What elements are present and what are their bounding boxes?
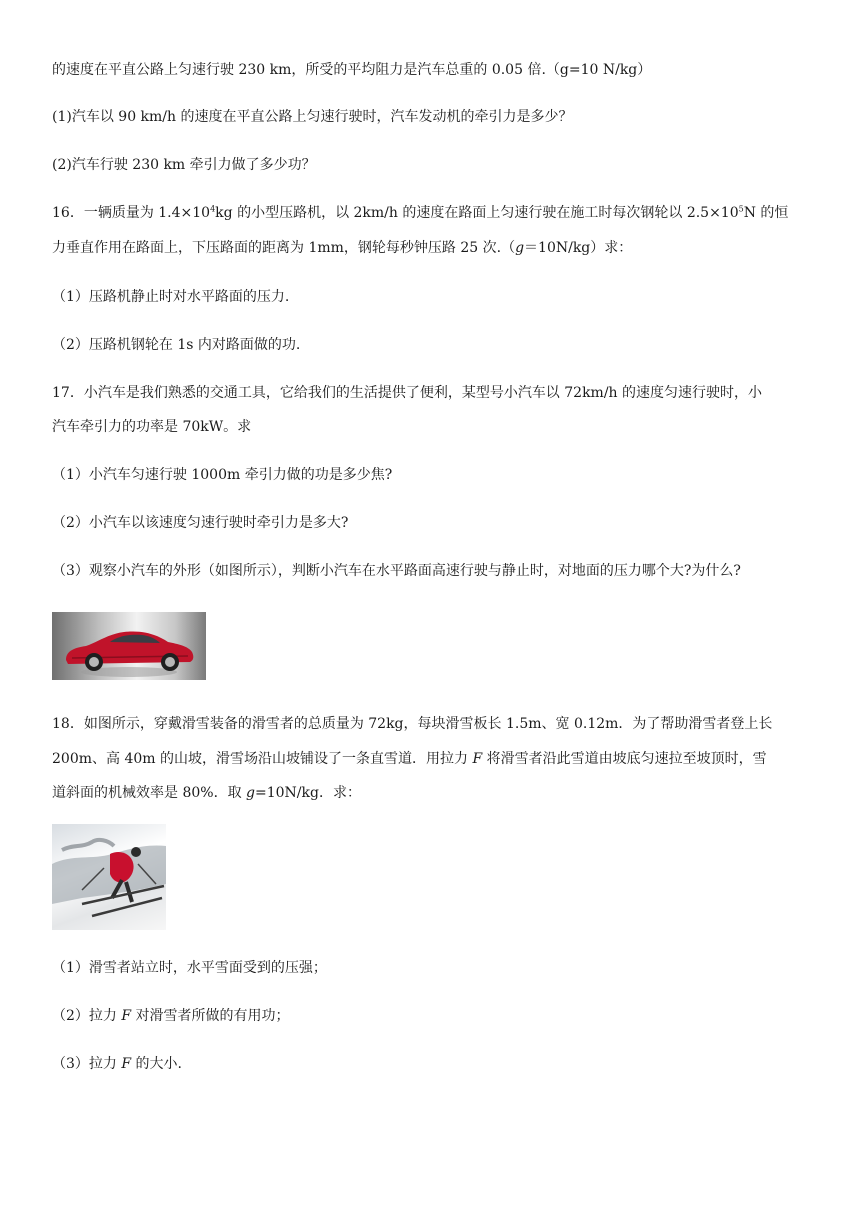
q16-sub1: （1）压路机静止时对水平路面的压力. — [52, 289, 290, 305]
q16-text-a: 16．一辆质量为 1.4×10 — [52, 205, 211, 221]
q18-sub2-f: F — [121, 1008, 132, 1024]
q18-f-symbol: F — [472, 751, 483, 767]
q18-sub2-b: 对滑雪者所做的有用功； — [131, 1008, 290, 1024]
q18-sub2-a: （2）拉力 — [52, 1008, 122, 1024]
q18-g-symbol: g — [246, 785, 255, 801]
skier-icon — [52, 824, 166, 930]
q15-sub1: (1)汽车以 90 km/h 的速度在平直公路上匀速行驶时，汽车发动机的牵引力是多少？ — [52, 109, 573, 125]
q18-line2 — [52, 749, 767, 769]
q18-line1: 18．如图所示，穿戴滑雪装备的滑雪者的总质量为 72kg，每块滑雪板长 1.5m、宽 0.12m．为了帮助滑雪者登上长 — [52, 716, 773, 732]
q16-text-c: kg 的小型压路机，以 2km/h 的速度在路面上匀速行驶在施工时每次钢轮以 2.5×10 — [215, 205, 739, 221]
q16-exp-5: 5 — [738, 204, 744, 214]
q15-continued-line: 的速度在平直公路上匀速行驶 230 km，所受的平均阻力是汽车总重的 0.05 倍.（g=10 N/kg） — [52, 62, 652, 78]
q17-sub2: （2）小汽车以该速度匀速行驶时牵引力是多大? — [52, 515, 349, 531]
q15-sub2: (2)汽车行驶 230 km 牵引力做了多少功？ — [52, 157, 316, 173]
sports-car-icon — [52, 612, 206, 680]
q16-sub2: （2）压路机钢轮在 1s 内对路面做的功. — [52, 337, 301, 353]
q17-line1: 17．小汽车是我们熟悉的交通工具，它给我们的生活提供了便利，某型号小汽车以 72km/h 的速度匀速行驶时，小 — [52, 385, 763, 401]
q18-sub3-a: （3）拉力 — [52, 1056, 122, 1072]
q16-g-symbol: g — [515, 240, 525, 256]
q18-sub1: （1）滑雪者站立时，水平雪面受到的压强； — [52, 960, 327, 976]
q18-sub3 — [52, 1054, 182, 1074]
q18-text-2b: 将滑雪者沿此雪道由坡底匀速拉至坡顶时，雪 — [482, 751, 767, 767]
q16-text-2a: 力垂直作用在路面上，下压路面的距离为 1mm，钢轮每秒钟压路 25 次.（ — [52, 240, 516, 256]
q18-sub2 — [52, 1006, 290, 1026]
q17-line2: 汽车牵引力的功率是 70kW。求 — [52, 419, 252, 435]
q17-sub3: （3）观察小汽车的外形（如图所示），判断小汽车在水平路面高速行驶与静止时，对地面的压力哪个大?为什么? — [52, 563, 741, 579]
q18-line3 — [52, 783, 361, 803]
q18-text-3a: 道斜面的机械效率是 80%．取 — [52, 785, 247, 801]
q18-text-2a: 200m、高 40m 的山坡，滑雪场沿山坡铺设了一条直雪道．用拉力 — [52, 751, 473, 767]
q16-exp-4: 4 — [210, 204, 216, 214]
q16-text-2b: ＝10N/kg）求： — [524, 240, 633, 256]
q18-sub3-f: F — [121, 1056, 132, 1072]
car-image — [52, 612, 206, 680]
q18-sub3-b: 的大小. — [131, 1056, 182, 1072]
q17-sub1: （1）小汽车匀速行驶 1000m 牵引力做的功是多少焦? — [52, 467, 393, 483]
q16-text-e: N 的恒 — [743, 205, 789, 221]
q16-line2 — [52, 238, 632, 258]
skier-image — [52, 824, 166, 930]
q16-line1 — [52, 203, 788, 223]
q18-text-3b: =10N/kg．求： — [255, 785, 361, 801]
